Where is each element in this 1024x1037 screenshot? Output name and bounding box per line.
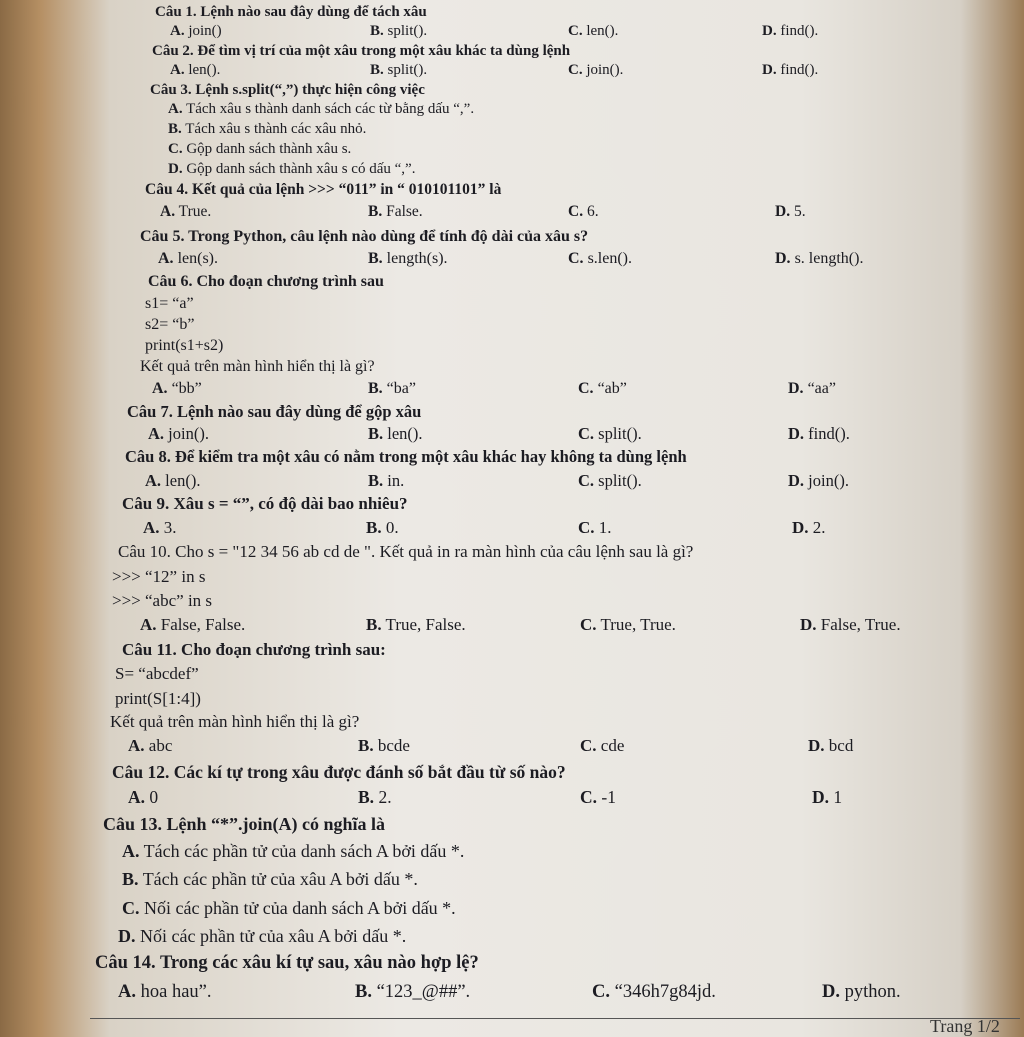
q11-option-a: A. abc: [128, 736, 173, 755]
q2-option-d: D. find().: [762, 62, 819, 78]
question-6-title: Câu 6. Cho đoạn chương trình sau: [148, 273, 384, 290]
q2-option-c: C. join().: [568, 62, 624, 78]
question-5-title: Câu 5. Trong Python, câu lệnh nào dùng để tính độ dài của xâu s?: [140, 228, 589, 245]
q11-code-line: print(S[1:4]): [115, 689, 201, 708]
question-8-title: Câu 8. Để kiểm tra một xâu có nằm trong một xâu khác hay không ta dùng lệnh: [125, 447, 687, 466]
q11-code-line: S= “abcdef”: [115, 664, 199, 683]
q5-option-c: C. s.len().: [568, 250, 632, 267]
question-1-title: Câu 1. Lệnh nào sau đây dùng để tách xâu: [155, 4, 427, 20]
q7-option-d: D. find().: [788, 424, 850, 443]
q6-option-a: A. “bb”: [152, 380, 202, 397]
q7-option-b: B. len().: [368, 424, 423, 443]
q6-code-line: s2= “b”: [145, 316, 195, 333]
q3-option-a: A. Tách xâu s thành danh sách các từ bằng dấu “,”.: [168, 101, 475, 117]
q4-option-d: D. 5.: [775, 203, 806, 220]
q14-option-b: B. “123_@##”.: [355, 982, 471, 1002]
q1-option-d: D. find().: [762, 23, 819, 39]
q14-option-c: C. “346h7g84jd.: [592, 982, 716, 1002]
q5-option-a: A. len(s).: [158, 250, 218, 267]
q10-option-c: C. True, True.: [580, 615, 676, 634]
question-7-title: Câu 7. Lệnh nào sau đây dùng để gộp xâu: [127, 402, 422, 421]
q11-option-b: B. bcde: [358, 736, 410, 755]
q10-code-line: >>> “12” in s: [112, 567, 206, 586]
footer-divider: [90, 1018, 1020, 1019]
q11-prompt: Kết quả trên màn hình hiển thị là gì?: [110, 712, 360, 731]
q1-option-a: A. join(): [170, 23, 222, 39]
q12-option-d: D. 1: [812, 787, 843, 807]
q13-option-a: A. Tách các phần tử của danh sách A bởi dấu *.: [122, 841, 465, 861]
q10-option-a: A. False, False.: [140, 615, 246, 634]
q14-option-a: A. hoa hau”.: [118, 982, 212, 1002]
question-3-title: Câu 3. Lệnh s.split(“,”) thực hiện công việc: [150, 82, 425, 98]
q7-option-c: C. split().: [578, 424, 642, 443]
q4-option-c: C. 6.: [568, 203, 599, 220]
q14-option-d: D. python.: [822, 982, 901, 1002]
q13-option-c: C. Nối các phần tử của danh sách A bởi dấu *.: [122, 898, 456, 918]
q11-option-c: C. cde: [580, 736, 625, 755]
q6-option-d: D. “aa”: [788, 380, 836, 397]
q10-option-d: D. False, True.: [800, 615, 901, 634]
q6-code-line: print(s1+s2): [145, 337, 224, 354]
question-9-title: Câu 9. Xâu s = “”, có độ dài bao nhiêu?: [122, 494, 408, 513]
q8-option-b: B. in.: [368, 471, 405, 490]
q13-option-d: D. Nối các phần tử của xâu A bởi dấu *.: [118, 926, 407, 946]
q5-option-d: D. s. length().: [775, 250, 864, 267]
q7-option-a: A. join().: [148, 424, 209, 443]
q9-option-d: D. 2.: [792, 518, 826, 537]
q5-option-b: B. length(s).: [368, 250, 448, 267]
q9-option-b: B. 0.: [366, 518, 399, 537]
q9-option-c: C. 1.: [578, 518, 612, 537]
q4-option-b: B. False.: [368, 203, 423, 220]
q3-option-b: B. Tách xâu s thành các xâu nhỏ.: [168, 121, 367, 137]
page-number: Trang 1/2: [930, 1016, 1000, 1036]
q3-option-d: D. Gộp danh sách thành xâu s có dấu “,”.: [168, 161, 416, 177]
question-12-title: Câu 12. Các kí tự trong xâu được đánh số bắt đầu từ số nào?: [112, 762, 566, 782]
q1-option-c: C. len().: [568, 23, 619, 39]
question-14-title: Câu 14. Trong các xâu kí tự sau, xâu nào hợp lệ?: [95, 953, 479, 973]
q1-option-b: B. split().: [370, 23, 428, 39]
q6-code-line: s1= “a”: [145, 295, 194, 312]
q2-option-b: B. split().: [370, 62, 428, 78]
q9-option-a: A. 3.: [143, 518, 177, 537]
q6-prompt: Kết quả trên màn hình hiển thị là gì?: [140, 358, 375, 375]
q3-option-c: C. Gộp danh sách thành xâu s.: [168, 141, 352, 157]
q12-option-a: A. 0: [128, 787, 159, 807]
q12-option-b: B. 2.: [358, 787, 392, 807]
question-11-title: Câu 11. Cho đoạn chương trình sau:: [122, 640, 386, 659]
q13-option-b: B. Tách các phần tử của xâu A bởi dấu *.: [122, 869, 418, 889]
q2-option-a: A. len().: [170, 62, 221, 78]
q10-option-b: B. True, False.: [366, 615, 466, 634]
question-4-title: Câu 4. Kết quả của lệnh >>> “011” in “ 010101101” là: [145, 181, 502, 198]
q8-option-c: C. split().: [578, 471, 642, 490]
q6-option-c: C. “ab”: [578, 380, 627, 397]
q8-option-a: A. len().: [145, 471, 201, 490]
q8-option-d: D. join().: [788, 471, 849, 490]
question-13-title: Câu 13. Lệnh “*”.join(A) có nghĩa là: [103, 814, 386, 834]
question-10-title: Câu 10. Cho s = "12 34 56 ab cd de ". Kết quả in ra màn hình của câu lệnh sau là gì?: [118, 542, 694, 561]
q12-option-c: C. -1: [580, 787, 616, 807]
q10-code-line: >>> “abc” in s: [112, 591, 213, 610]
question-2-title: Câu 2. Để tìm vị trí của một xâu trong một xâu khác ta dùng lệnh: [152, 43, 571, 59]
q11-option-d: D. bcd: [808, 736, 854, 755]
q6-option-b: B. “ba”: [368, 380, 416, 397]
q4-option-a: A. True.: [160, 203, 212, 220]
